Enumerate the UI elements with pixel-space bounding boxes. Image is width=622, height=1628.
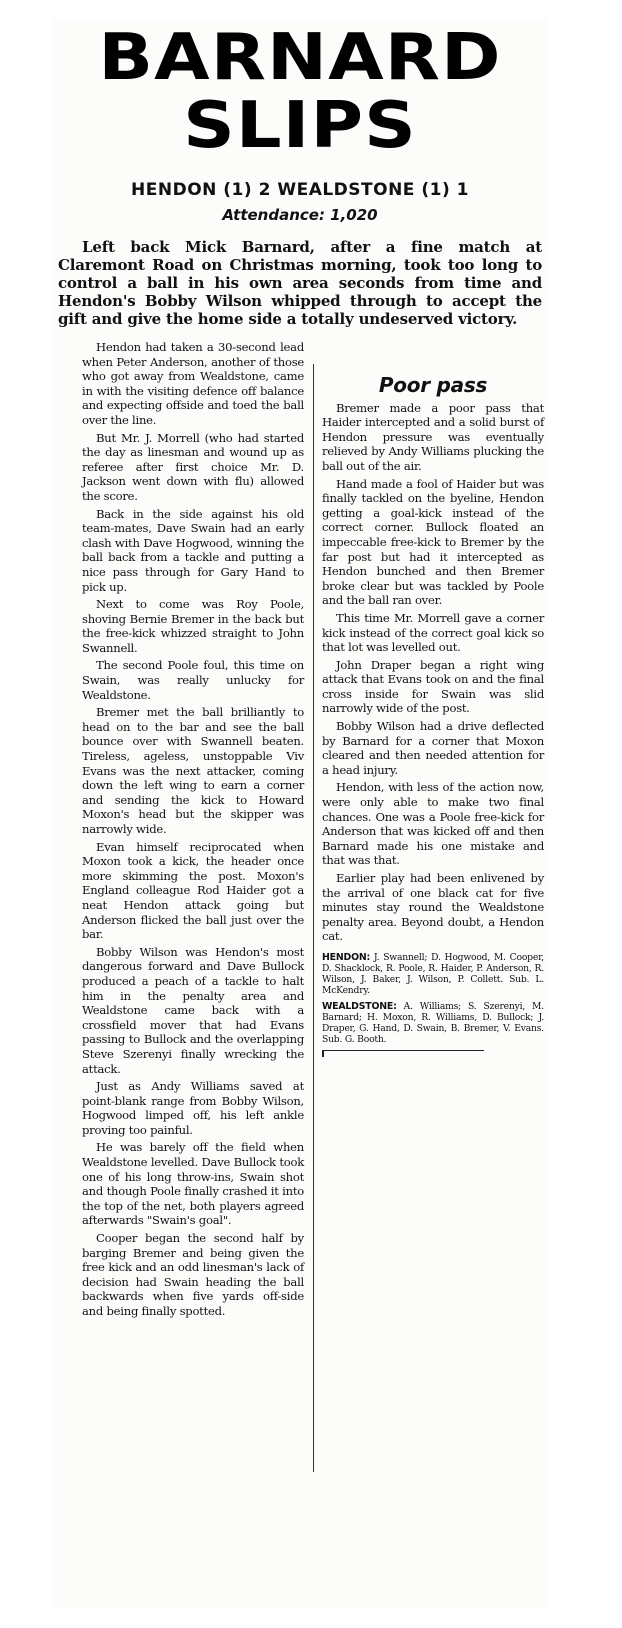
article-columns [82, 340, 544, 1500]
attendance: Attendance: 1,020 [222, 206, 378, 224]
headline-line-2: SLIPS [183, 89, 417, 163]
crosshead: Poor pass [378, 373, 488, 397]
paragraph: Next to come was Roy Poole, shoving Bernie Bremer in the back but the free-kick whizzed straight to John Swannell. [82, 597, 304, 655]
paragraph: But Mr. J. Morrell (who had started the day as linesman and wound up as referee after first choice Mr. D. Jackson went down with flu) allowed the score. [82, 430, 304, 503]
paragraph: Bobby Wilson had a drive deflected by Barnard for a corner that Moxon cleared and then needed attention for a head injury. [322, 719, 544, 777]
team-lineups [322, 952, 544, 1045]
paragraph: Hand made a fool of Haider but was finally tackled on the byeline, Hendon getting a goal-kick instead of the correct corner. Bullock floated an impeccable free-kick to Bremer by the far post but had it intercepted as Hendon bunched and then Bremer broke clear but was tackled by Poole and the ball ran over. [322, 476, 544, 608]
headline-line-1: BARNARD [98, 21, 502, 95]
hendon-lineup [322, 952, 544, 996]
hendon-label: HENDON: [322, 951, 371, 963]
paragraph: Just as Andy Williams saved at point-blank range from Bobby Wilson, Hogwood limped off, his left ankle proving too painful. [82, 1079, 304, 1137]
paragraph: Back in the side against his old team-mates, Dave Swain had an early clash with Dave Hogwood, winning the ball back from a tackle and putting a nice pass through for Gary Hand to pick up. [82, 506, 304, 594]
wealdstone-players: A. Williams; S. Szerenyi, M. Barnard; H. Moxon, R. Williams, D. Bullock; J. Draper, G. Hand, D. Swain, B. Bremer, V. Evans. Sub. G. Booth. [322, 1000, 544, 1045]
left-column [82, 340, 304, 1322]
intro-paragraph: Left back Mick Barnard, after a fine match at Claremont Road on Christmas morning, took too long to control a ball in his own area seconds from time and Hendon's Bobby Wilson whipped through to accept the gift and give the home side a totally undeserved victory. [58, 238, 542, 328]
paragraph: Bobby Wilson was Hendon's most dangerous forward and Dave Bullock produced a peach of a tackle to halt him in the penalty area and Wealdstone came back with a crossfield mover that had Evans passing to Bullock and the overlapping Steve Szerenyi finally wrecking the attack. [82, 944, 304, 1076]
paragraph: Evan himself reciprocated when Moxon took a kick, the header once more skimming the post. Moxon's England colleague Rod Haider got a neat Hendon attack going but Anderson flicked the ball just over the bar. [82, 839, 304, 942]
newspaper-clipping [52, 18, 548, 1608]
paragraph: Earlier play had been enlivened by the arrival of one black cat for five minutes stay round the Wealdstone penalty area. Beyond doubt, a Hendon cat. [322, 871, 544, 944]
paragraph: Hendon, with less of the action now, were only able to make two final chances. One was a Poole free-kick for Anderson that was kicked off and then Barnard made his one mistake and that was that. [322, 780, 544, 868]
wealdstone-lineup [322, 1001, 544, 1045]
paragraph: Cooper began the second half by barging Bremer and being given the free kick and an odd linesman's lack of decision had Swain heading the ball backwards when five yards off-side and being finally spotted. [82, 1231, 304, 1318]
right-column [322, 372, 544, 1057]
paragraph: Hendon had taken a 30-second lead when Peter Anderson, another of those who got away from Wealdstone, came in with the visiting defence off balance and expecting offside and toed the ball over the line. [82, 340, 304, 427]
paragraph: John Draper began a right wing attack that Evans took on and the final cross inside for Swain was slid narrowly wide of the post. [322, 657, 544, 716]
paragraph: Bremer made a poor pass that Haider intercepted and a solid burst of Hendon pressure was eventually relieved by Andy Williams plucking the ball out of the air. [322, 400, 544, 473]
match-score: HENDON (1) 2 WEALDSTONE (1) 1 [131, 180, 469, 200]
paragraph: This time Mr. Morrell gave a corner kick instead of the correct goal kick so that lot was levelled out. [322, 610, 544, 655]
end-rule [322, 1050, 484, 1057]
wealdstone-label: WEALDSTONE: [322, 1000, 397, 1012]
paragraph: The second Poole foul, this time on Swain, was really unlucky for Wealdstone. [82, 658, 304, 702]
hendon-players: J. Swannell; D. Hogwood, M. Cooper, D. Shacklock, R. Poole, R. Haider, P. Anderson, R. Wilson, J. Baker, J. Wilson, P. Collett. Sub. L. McKendry. [322, 951, 544, 996]
paragraph: Bremer met the ball brilliantly to head on to the bar and see the ball bounce over with Swannell beaten. Tireless, ageless, unstoppable Viv Evans was the next attacker, coming down the left wing to earn a corner and sending the kick to Howard Moxon's head but the skipper was narrowly wide. [82, 705, 304, 836]
column-divider [313, 364, 314, 1472]
paragraph: He was barely off the field when Wealdstone levelled. Dave Bullock took one of his long throw-ins, Swain shot and though Poole finally crashed it into the top of the net, both players agreed afterwards "Swain's goal". [82, 1140, 304, 1228]
